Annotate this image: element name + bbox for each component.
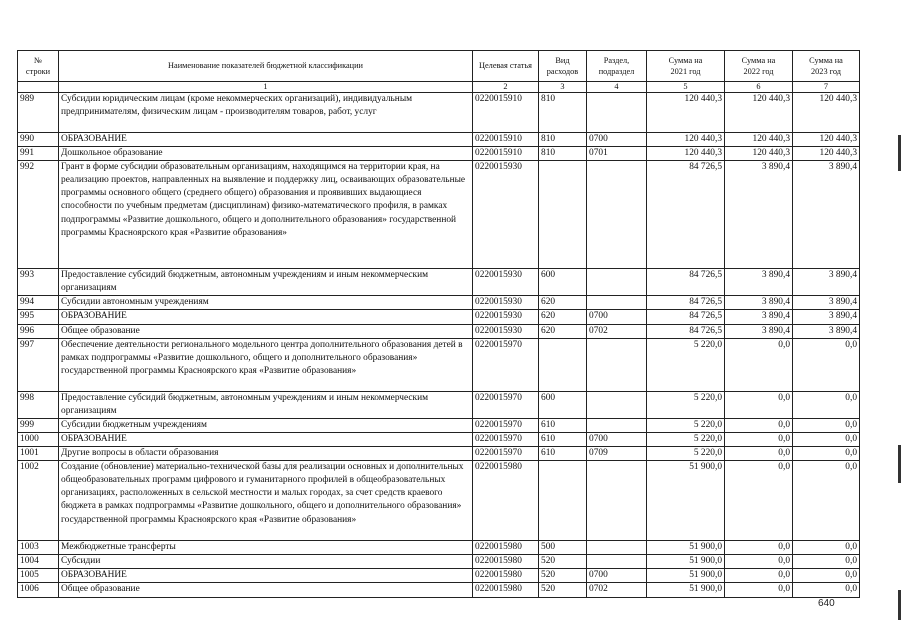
row-number: 995 — [18, 310, 59, 324]
header-num: № строки — [18, 51, 59, 82]
row-target-code: 0220015930 — [473, 269, 539, 296]
row-sum-2023: 3 890,4 — [793, 269, 860, 296]
row-name: Субсидии юридическим лицам (кроме некоммерческих организаций), индивидуальным предпринимателям, физическим лицам - производителям товаров, работ, услуг — [59, 93, 473, 133]
row-sum-2022: 120 440,3 — [725, 93, 793, 133]
row-section — [587, 418, 647, 432]
row-number: 992 — [18, 161, 59, 269]
row-sum-2021: 84 726,5 — [647, 324, 725, 338]
row-sum-2021: 5 220,0 — [647, 447, 725, 461]
row-sum-2022: 0,0 — [725, 555, 793, 569]
table-row — [18, 147, 860, 161]
table-row — [18, 269, 860, 296]
row-sum-2021: 120 440,3 — [647, 133, 725, 147]
row-target-code: 0220015910 — [473, 133, 539, 147]
row-expense-type: 520 — [539, 583, 587, 597]
table-row — [18, 447, 860, 461]
row-number: 1006 — [18, 583, 59, 597]
table-row — [18, 391, 860, 418]
row-target-code: 0220015980 — [473, 569, 539, 583]
row-sum-2023: 0,0 — [793, 541, 860, 555]
row-sum-2023: 0,0 — [793, 447, 860, 461]
row-sum-2022: 120 440,3 — [725, 133, 793, 147]
row-sum-2021: 84 726,5 — [647, 310, 725, 324]
row-section: 0701 — [587, 147, 647, 161]
row-name: ОБРАЗОВАНИЕ — [59, 133, 473, 147]
table-row — [18, 93, 860, 133]
row-section: 0700 — [587, 310, 647, 324]
row-sum-2022: 0,0 — [725, 418, 793, 432]
row-expense-type: 620 — [539, 296, 587, 310]
row-number: 1000 — [18, 432, 59, 446]
row-section — [587, 161, 647, 269]
row-expense-type: 500 — [539, 541, 587, 555]
row-expense-type: 620 — [539, 324, 587, 338]
row-section: 0700 — [587, 569, 647, 583]
row-number: 999 — [18, 418, 59, 432]
row-name: Общее образование — [59, 324, 473, 338]
row-section — [587, 555, 647, 569]
row-sum-2021: 51 900,0 — [647, 569, 725, 583]
scan-edge-mark — [898, 590, 901, 620]
table-row — [18, 324, 860, 338]
row-name: ОБРАЗОВАНИЕ — [59, 432, 473, 446]
row-name: Общее образование — [59, 583, 473, 597]
row-section — [587, 93, 647, 133]
row-target-code: 0220015910 — [473, 93, 539, 133]
row-name: Субсидии автономным учреждениям — [59, 296, 473, 310]
row-sum-2022: 0,0 — [725, 391, 793, 418]
row-sum-2022: 3 890,4 — [725, 269, 793, 296]
row-sum-2023: 0,0 — [793, 583, 860, 597]
column-number-row — [18, 82, 860, 93]
row-section — [587, 338, 647, 391]
row-sum-2023: 0,0 — [793, 432, 860, 446]
row-number: 996 — [18, 324, 59, 338]
row-section: 0702 — [587, 583, 647, 597]
row-target-code: 0220015970 — [473, 418, 539, 432]
row-target-code: 0220015970 — [473, 447, 539, 461]
row-sum-2021: 84 726,5 — [647, 269, 725, 296]
page-number: 640 — [818, 598, 835, 609]
row-sum-2023: 120 440,3 — [793, 147, 860, 161]
row-name: Предоставление субсидий бюджетным, автономным учреждениям и иным некоммерческим организациям — [59, 269, 473, 296]
row-sum-2023: 3 890,4 — [793, 161, 860, 269]
row-expense-type: 520 — [539, 555, 587, 569]
budget-table — [17, 50, 860, 598]
row-expense-type — [539, 338, 587, 391]
row-target-code: 0220015980 — [473, 583, 539, 597]
header-row — [18, 51, 860, 82]
row-sum-2022: 3 890,4 — [725, 296, 793, 310]
table-row — [18, 338, 860, 391]
row-sum-2023: 0,0 — [793, 555, 860, 569]
row-section — [587, 391, 647, 418]
row-section: 0709 — [587, 447, 647, 461]
row-sum-2023: 0,0 — [793, 418, 860, 432]
row-name: Предоставление субсидий бюджетным, автономным учреждениям и иным некоммерческим организациям — [59, 391, 473, 418]
row-sum-2022: 0,0 — [725, 461, 793, 541]
row-sum-2022: 3 890,4 — [725, 161, 793, 269]
row-expense-type — [539, 161, 587, 269]
scan-edge-mark — [898, 445, 901, 483]
row-sum-2022: 0,0 — [725, 541, 793, 555]
row-target-code: 0220015930 — [473, 161, 539, 269]
row-expense-type: 810 — [539, 93, 587, 133]
row-expense-type: 810 — [539, 147, 587, 161]
row-name: ОБРАЗОВАНИЕ — [59, 569, 473, 583]
row-expense-type: 610 — [539, 447, 587, 461]
row-section: 0700 — [587, 432, 647, 446]
row-target-code: 0220015930 — [473, 296, 539, 310]
row-sum-2023: 120 440,3 — [793, 133, 860, 147]
row-expense-type: 610 — [539, 432, 587, 446]
row-number: 1003 — [18, 541, 59, 555]
table-row — [18, 296, 860, 310]
row-sum-2021: 120 440,3 — [647, 147, 725, 161]
row-sum-2021: 51 900,0 — [647, 583, 725, 597]
row-name: Создание (обновление) материально-технической базы для реализации основных и дополнительных общеобразовательных программ цифрового и гуманитарного профилей в общеобразовательных организациях, расположенных в сельской местности и малых городах, за счет средств краевого бюджета в рамках подпрограммы «Развитие дошкольного, общего и дополнительного образования» государственной программы Красноярского края «Развитие образования» — [59, 461, 473, 541]
row-name: Дошкольное образование — [59, 147, 473, 161]
row-sum-2022: 0,0 — [725, 447, 793, 461]
row-expense-type: 600 — [539, 269, 587, 296]
row-name: Субсидии — [59, 555, 473, 569]
row-name: Обеспечение деятельности регионального модельного центра дополнительного образования детей в рамках подпрограммы «Развитие дошкольного, общего и дополнительного образования» государственной программы Красноярского края «Развитие образования» — [59, 338, 473, 391]
row-name: Другие вопросы в области образования — [59, 447, 473, 461]
row-sum-2021: 84 726,5 — [647, 296, 725, 310]
column-number: 4 — [587, 82, 647, 93]
row-sum-2023: 3 890,4 — [793, 310, 860, 324]
row-number: 997 — [18, 338, 59, 391]
table-row — [18, 541, 860, 555]
row-sum-2021: 5 220,0 — [647, 391, 725, 418]
column-number: 3 — [539, 82, 587, 93]
row-number: 993 — [18, 269, 59, 296]
row-sum-2022: 3 890,4 — [725, 310, 793, 324]
header-vid: Вид расходов — [539, 51, 587, 82]
row-target-code: 0220015910 — [473, 147, 539, 161]
header-razd: Раздел, подраздел — [587, 51, 647, 82]
row-expense-type — [539, 461, 587, 541]
header-sum-2021: Сумма на 2021 год — [647, 51, 725, 82]
row-section — [587, 296, 647, 310]
row-sum-2021: 5 220,0 — [647, 338, 725, 391]
row-target-code: 0220015970 — [473, 432, 539, 446]
row-sum-2021: 51 900,0 — [647, 461, 725, 541]
row-sum-2022: 0,0 — [725, 432, 793, 446]
column-number: 6 — [725, 82, 793, 93]
row-sum-2021: 51 900,0 — [647, 541, 725, 555]
row-target-code: 0220015970 — [473, 338, 539, 391]
row-target-code: 0220015980 — [473, 541, 539, 555]
row-section — [587, 461, 647, 541]
row-name: ОБРАЗОВАНИЕ — [59, 310, 473, 324]
table-row — [18, 583, 860, 597]
row-target-code: 0220015930 — [473, 324, 539, 338]
table-row — [18, 569, 860, 583]
row-target-code: 0220015980 — [473, 555, 539, 569]
row-number: 1002 — [18, 461, 59, 541]
row-sum-2022: 0,0 — [725, 583, 793, 597]
row-name: Грант в форме субсидии образовательным организациям, находящимся на территории края, на реализацию проектов, направленных на выявление и поддержку лиц, осваивающих образовательные программы основного общего (среднего общего) образования и проявивших выдающиеся способности по учебным предметам (дисциплинам) физико-математического профиля, в рамках подпрограммы «Развитие дошкольного, общего и дополнительного образования» государственной программы Красноярского края «Развитие образования» — [59, 161, 473, 269]
row-sum-2023: 120 440,3 — [793, 93, 860, 133]
table-row — [18, 555, 860, 569]
row-target-code: 0220015970 — [473, 391, 539, 418]
table-row — [18, 310, 860, 324]
table-row — [18, 418, 860, 432]
row-target-code: 0220015930 — [473, 310, 539, 324]
header-code: Целевая статья — [473, 51, 539, 82]
row-name: Межбюджетные трансферты — [59, 541, 473, 555]
row-sum-2023: 0,0 — [793, 338, 860, 391]
row-name: Субсидии бюджетным учреждениям — [59, 418, 473, 432]
table-row — [18, 133, 860, 147]
row-sum-2022: 3 890,4 — [725, 324, 793, 338]
column-number: 1 — [59, 82, 473, 93]
header-sum-2023: Сумма на 2023 год — [793, 51, 860, 82]
table-row — [18, 461, 860, 541]
row-sum-2023: 3 890,4 — [793, 296, 860, 310]
row-expense-type: 600 — [539, 391, 587, 418]
table-body — [18, 93, 860, 598]
row-sum-2021: 84 726,5 — [647, 161, 725, 269]
header-sum-2022: Сумма на 2022 год — [725, 51, 793, 82]
row-target-code: 0220015980 — [473, 461, 539, 541]
row-expense-type: 610 — [539, 418, 587, 432]
row-number: 1001 — [18, 447, 59, 461]
row-sum-2022: 120 440,3 — [725, 147, 793, 161]
column-number: 2 — [473, 82, 539, 93]
row-section — [587, 541, 647, 555]
header-name: Наименование показателей бюджетной классификации — [59, 51, 473, 82]
scan-edge-mark — [898, 135, 901, 171]
row-number: 991 — [18, 147, 59, 161]
row-number: 1004 — [18, 555, 59, 569]
row-sum-2023: 3 890,4 — [793, 324, 860, 338]
row-expense-type: 810 — [539, 133, 587, 147]
table-row — [18, 161, 860, 269]
row-sum-2022: 0,0 — [725, 569, 793, 583]
row-sum-2023: 0,0 — [793, 461, 860, 541]
row-sum-2021: 5 220,0 — [647, 418, 725, 432]
row-sum-2021: 51 900,0 — [647, 555, 725, 569]
row-number: 989 — [18, 93, 59, 133]
row-sum-2021: 120 440,3 — [647, 93, 725, 133]
row-section: 0702 — [587, 324, 647, 338]
table-row — [18, 432, 860, 446]
row-sum-2021: 5 220,0 — [647, 432, 725, 446]
row-section — [587, 269, 647, 296]
row-expense-type: 520 — [539, 569, 587, 583]
row-number: 990 — [18, 133, 59, 147]
column-number: 7 — [793, 82, 860, 93]
row-number: 1005 — [18, 569, 59, 583]
row-section: 0700 — [587, 133, 647, 147]
row-sum-2023: 0,0 — [793, 569, 860, 583]
row-expense-type: 620 — [539, 310, 587, 324]
column-number: 5 — [647, 82, 725, 93]
row-number: 998 — [18, 391, 59, 418]
row-sum-2022: 0,0 — [725, 338, 793, 391]
row-number: 994 — [18, 296, 59, 310]
row-sum-2023: 0,0 — [793, 391, 860, 418]
